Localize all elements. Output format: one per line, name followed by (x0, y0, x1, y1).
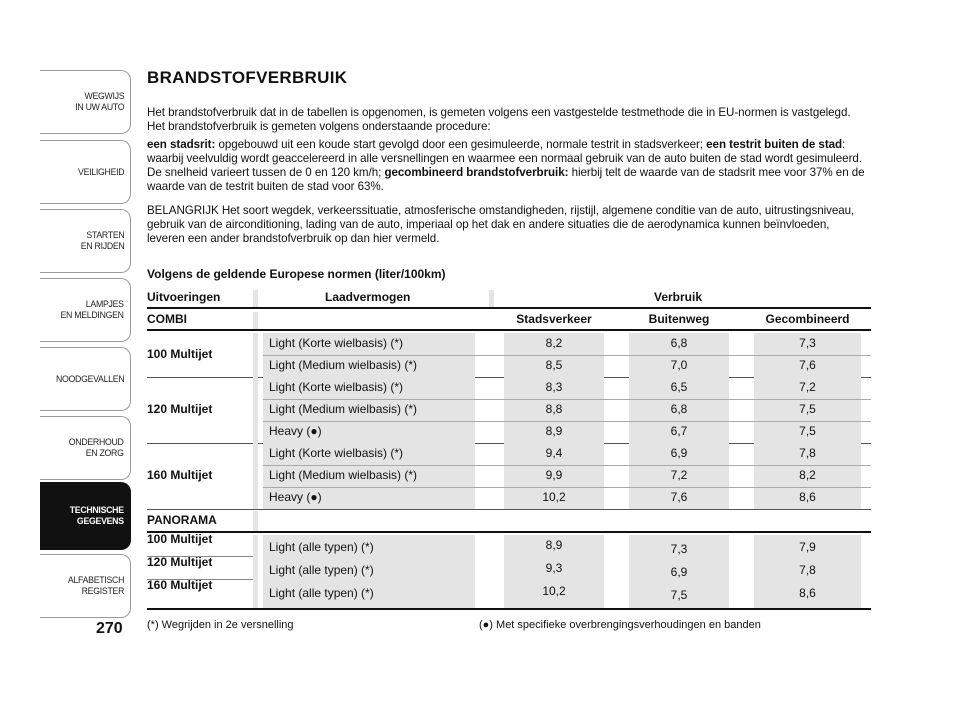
load-cell: Light (alle typen) (*) (269, 540, 374, 554)
tab-label: NOODGEVALLEN (55, 373, 124, 385)
gecomb-cell: 8,6 (799, 490, 816, 504)
tab-wegwijs[interactable] (40, 70, 131, 134)
consumption-table (147, 288, 871, 610)
row-divider (263, 487, 871, 488)
model-name: 120 Multijet (147, 555, 213, 569)
model-name: 100 Multijet (147, 532, 213, 546)
stad-cell: 8,2 (545, 336, 563, 350)
buiten-cell: 6,9 (670, 565, 688, 579)
gecomb-cell: 7,9 (799, 540, 816, 554)
buiten-cell: 6,8 (670, 402, 688, 416)
col-header-stadsverkeer: Stadsverkeer (516, 312, 592, 326)
gecomb-cell: 7,2 (799, 380, 816, 394)
row-divider (263, 421, 871, 422)
stad-cell: 8,3 (545, 380, 563, 394)
procedure-paragraph (147, 138, 867, 194)
separator (253, 535, 258, 610)
gecomb-cell: 8,6 (799, 586, 816, 600)
buiten-cell: 7,0 (670, 358, 688, 372)
col-header-buitenweg: Buitenweg (648, 312, 710, 326)
stad-cell: 10,2 (542, 490, 566, 504)
load-cell: Light (Medium wielbasis) (*) (269, 402, 418, 416)
separator (253, 377, 258, 443)
gecomb-cell: 7,6 (799, 358, 816, 372)
row-divider (263, 465, 871, 466)
row-divider (263, 355, 871, 356)
tab-starten[interactable] (40, 209, 131, 273)
model-name: 100 Multijet (147, 347, 213, 361)
table-title: Volgens de geldende Europese normen (liter/100km) (147, 267, 446, 281)
footnote-dot: (●) Met specifieke overbrengingsverhoudingen en banden (479, 619, 761, 631)
load-cell: Light (Korte wielbasis) (*) (269, 336, 404, 350)
buiten-cell: 7,2 (670, 468, 688, 482)
buiten-cell: 6,5 (670, 380, 688, 394)
stad-cell: 8,5 (545, 358, 563, 372)
stad-cell: 9,3 (545, 561, 563, 575)
tab-label: TECHNISCHE GEGEVENS (69, 505, 124, 527)
buiten-cell: 7,3 (670, 542, 688, 556)
important-paragraph: BELANGRIJK Het soort wegdek, verkeerssituatie, atmosferische omstandigheden, rijstijl, algemene conditie van de auto, uitrustingsniveau, gebruik van de airconditioning, lading van de auto, imperiaal op het dak en andere situaties die de aerodynamica kunnen beïnvloeden, leveren een ander brandstofverbruik op dan hier vermeld. (147, 204, 855, 245)
model-name: 120 Multijet (147, 402, 213, 416)
stad-cell: 9,9 (545, 468, 563, 482)
page-number: 270 (96, 620, 123, 637)
buiten-cell: 6,9 (670, 446, 688, 460)
load-cell: Light (alle typen) (*) (269, 586, 374, 600)
tab-onderhoud[interactable] (40, 416, 131, 480)
document-body (147, 68, 871, 281)
page-title: BRANDSTOFVERBRUIK (147, 68, 348, 87)
text-run: : waarbij veelvuldig wordt geaccelereerd in alle versnellingen en waarmee een normaal gebruik van de auto buiten de stad wordt gesimuleerd. De snelheid varieert tussen de 0 en 120 km/h; (147, 138, 862, 179)
tab-technische-gegevens[interactable] (40, 482, 131, 550)
stad-cell: 8,8 (545, 402, 563, 416)
stad-cell: 9,4 (545, 446, 563, 460)
buiten-cell: 6,7 (670, 424, 688, 438)
text-run: opgebouwd uit een koude start gevolgd door een gesimuleerde, normale testrit in stadsverkeer; (215, 138, 707, 151)
gecomb-cell: 7,8 (799, 446, 816, 460)
tab-label: ALFABETISCH REGISTER (67, 575, 124, 597)
buiten-cell: 7,6 (670, 490, 688, 504)
gecomb-cell: 7,3 (799, 336, 816, 350)
tab-alfabetisch-register[interactable] (40, 554, 131, 618)
footnote-star: (*) Wegrijden in 2e versnelling (147, 619, 294, 631)
tab-lampjes[interactable] (40, 278, 131, 342)
tab-label: WEGWIJS IN UW AUTO (74, 91, 124, 113)
buiten-cell: 6,8 (670, 336, 688, 350)
tab-label: VEILIGHEID (77, 166, 124, 178)
load-cell: Light (Medium wielbasis) (*) (269, 468, 418, 482)
col-header-laadvermogen: Laadvermogen (325, 290, 411, 304)
tab-label: ONDERHOUD EN ZORG (69, 437, 124, 459)
separator (253, 443, 258, 509)
tab-noodgevallen[interactable] (40, 347, 131, 411)
model-name: 160 Multijet (147, 578, 213, 592)
intro-paragraph: Het brandstofverbruik dat in de tabellen is opgenomen, is gemeten volgens een vastgestelde testmethode die in EU-normen is vastgelegd. Het brandstofverbruik is gemeten volgens onderstaande procedure: (147, 106, 851, 133)
buiten-cell: 7,5 (670, 588, 688, 602)
col-header-uitvoeringen: Uitvoeringen (147, 290, 221, 304)
load-cell: Heavy (●) (269, 490, 322, 504)
section-panorama: PANORAMA (147, 513, 217, 527)
gecomb-cell: 8,2 (799, 468, 816, 482)
col-header-verbruik: Verbruik (654, 290, 703, 304)
col-header-gecombineerd: Gecombineerd (765, 312, 850, 326)
tab-label: STARTEN EN RIJDEN (80, 230, 124, 252)
row-divider (263, 399, 871, 400)
bold-term: een stadsrit: (147, 138, 216, 151)
gecomb-cell: 7,8 (799, 563, 816, 577)
load-cell: Heavy (●) (269, 424, 322, 438)
load-cell: Light (alle typen) (*) (269, 563, 374, 577)
gecomb-cell: 7,5 (799, 402, 816, 416)
model-name: 160 Multijet (147, 468, 213, 482)
text-run: hierbij telt de waarde van de stadsrit mee voor 37% en de waarde van de testrit buiten de stad voor 63%. (147, 166, 865, 193)
load-cell: Light (Medium wielbasis) (*) (269, 358, 418, 372)
stad-cell: 8,9 (545, 538, 563, 552)
separator (253, 333, 258, 377)
section-combi: COMBI (147, 312, 187, 326)
bold-term: een testrit buiten de stad (706, 138, 843, 151)
tab-label: LAMPJES EN MELDINGEN (60, 299, 124, 321)
separator (253, 511, 258, 531)
tab-veiligheid[interactable] (40, 140, 131, 204)
gecomb-cell: 7,5 (799, 424, 816, 438)
panorama-rule (147, 531, 871, 533)
bold-term: gecombineerd brandstofverbruik: (384, 166, 569, 179)
stad-cell: 8,9 (545, 424, 563, 438)
load-cell: Light (Korte wielbasis) (*) (269, 380, 404, 394)
stad-cell: 10,2 (542, 584, 566, 598)
group-divider (147, 509, 871, 510)
load-cell: Light (Korte wielbasis) (*) (269, 446, 404, 460)
